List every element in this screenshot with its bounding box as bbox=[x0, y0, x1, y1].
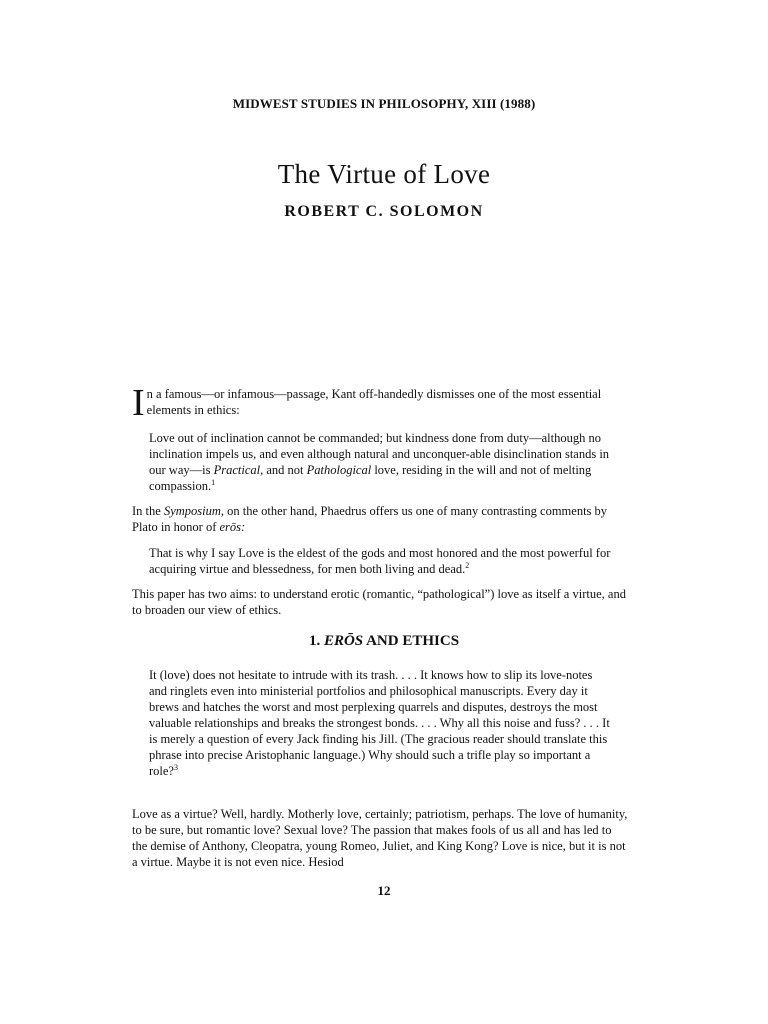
section-heading bbox=[0, 633, 768, 650]
page-number: 12 bbox=[377, 883, 391, 898]
paragraph-italic: erōs: bbox=[219, 520, 246, 534]
article-author: ROBERT C. SOLOMON bbox=[284, 203, 484, 220]
paragraph-love-virtue bbox=[132, 806, 628, 870]
quote-text: love, residing in the will and not of melting compassion. bbox=[149, 463, 592, 493]
paragraph-aims bbox=[132, 586, 628, 618]
paragraph-text: Love as a virtue? Well, hardly. Motherly love, certainly; patriotism, perhaps. The love of humanity, to be sure, but romantic love? Sexual love? The passion that makes fools of us all and has led to the demise of Anthony, Cleopatra, young Romeo, Juliet, and King Kong? Love is nice, but it is not a virtue. Maybe it is not even nice. Hesiod bbox=[132, 807, 628, 869]
article-title: The Virtue of Love bbox=[277, 159, 491, 189]
quote-text: Love out of inclination cannot be commanded; but kindness done from duty—although no inclination impels us, and even although natural and unconquer-able disinclination stands in our way—is bbox=[149, 431, 610, 477]
section-word-eros: ERŌS bbox=[323, 633, 364, 649]
section-number: 1. bbox=[308, 633, 321, 649]
intro-paragraph bbox=[132, 382, 628, 424]
footnote-marker: 3 bbox=[173, 762, 178, 772]
block-quote-schopenhauer bbox=[149, 667, 613, 779]
footnote-marker: 2 bbox=[465, 560, 470, 570]
footnote-marker: 1 bbox=[211, 477, 216, 487]
paragraph-text: on the other hand, Phaedrus offers us one of many contrasting comments by Plato in honor of bbox=[132, 504, 608, 534]
quote-italic: Pathological bbox=[306, 463, 372, 477]
paragraph-italic: Symposium, bbox=[163, 504, 225, 518]
block-quote-kant bbox=[149, 430, 613, 494]
drop-cap: I bbox=[132, 382, 145, 424]
quote-italic: Practical, bbox=[213, 463, 264, 477]
journal-header: MIDWEST STUDIES IN PHILOSOPHY, XIII (1988) bbox=[232, 96, 536, 111]
quote-text: It (love) does not hesitate to intrude with its trash. . . . It knows how to slip its love-notes and ringlets even into ministerial portfolios and philosophical manuscripts. Every day it brews and hatches the worst and most perplexing quarrels and disputes, destroys the most valuable relationships and breaks the strongest bonds. . . . Why all this noise and fuss? . . . It is merely a question of every Jack finding his Jill. (The gracious reader should translate this phrase into precise Aristophanic language.) Why should such a trifle play so important a role? bbox=[149, 668, 610, 778]
quote-text: and not bbox=[263, 463, 307, 477]
paragraph-symposium bbox=[132, 503, 628, 535]
section-word-ethics: AND ETHICS bbox=[366, 633, 460, 649]
quote-text: That is why I say Love is the eldest of the gods and most honored and the most powerful for acquiring virtue and blessedness, for men both living and dead. bbox=[149, 546, 611, 576]
paragraph-text: This paper has two aims: to understand erotic (romantic, “pathological”) love as itself a virtue, and to broaden our view of ethics. bbox=[132, 587, 626, 617]
intro-text: n a famous—or infamous—passage, Kant off-handedly dismisses one of the most essential elements in ethics: bbox=[146, 387, 602, 417]
block-quote-plato bbox=[149, 545, 613, 577]
paragraph-text: In the bbox=[132, 504, 164, 518]
